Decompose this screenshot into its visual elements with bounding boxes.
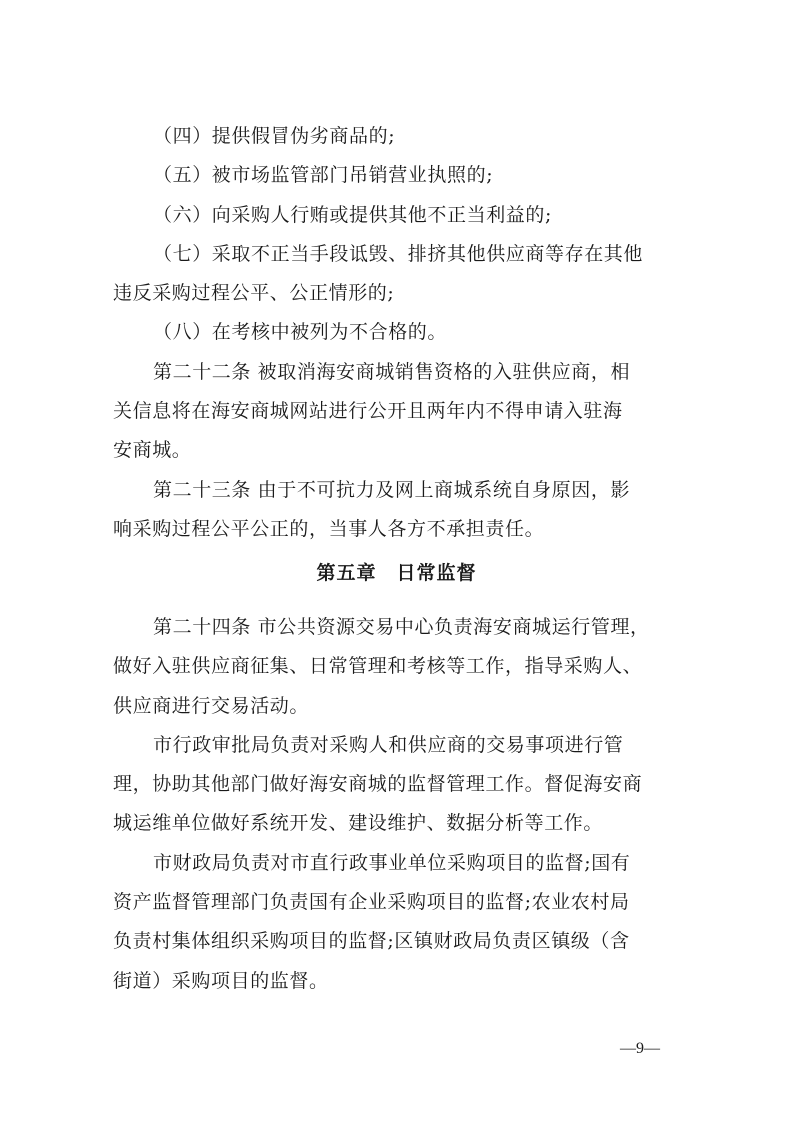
paragraph: [113, 471, 683, 550]
paragraph: [113, 313, 683, 352]
text-line: （七）采取不正当手段诋毁、排挤其他供应商等存在其他: [153, 242, 644, 265]
chapter-heading: [0, 558, 793, 585]
text-line: 违反采购过程公平、公正情形的;: [113, 282, 395, 305]
text-line: 第二十二条 被取消海安商城销售资格的入驻供应商，相: [153, 360, 631, 383]
text-block-bottom: [113, 608, 683, 1001]
text-line: 关信息将在海安商城网站进行公开且两年内不得申请入驻海: [113, 400, 623, 423]
paragraph: [113, 353, 683, 471]
text-line: 安商城。: [113, 439, 192, 462]
text-block-top: [113, 117, 683, 549]
text-line: 负责村集体组织采购项目的监督;区镇财政局负责区镇级（含: [113, 930, 630, 953]
text-line: （五）被市场监管部门吊销营业执照的;: [153, 164, 494, 187]
text-line: 市财政局负责对市直行政事业单位采购项目的监督;国有: [153, 851, 631, 874]
text-line: （六）向采购人行贿或提供其他不正当利益的;: [153, 203, 553, 226]
paragraph: [113, 117, 683, 156]
chapter-title: 日常监督: [396, 562, 477, 584]
paragraph: [113, 844, 683, 1001]
text-line: 响采购过程公平公正的，当事人各方不承担责任。: [113, 517, 545, 540]
text-line: 理，协助其他部门做好海安商城的监督管理工作。督促海安商: [113, 773, 643, 796]
text-line: （八）在考核中被列为不合格的。: [153, 321, 448, 344]
text-line: 第二十四条 市公共资源交易中心负责海安商城运行管理，: [153, 616, 650, 638]
paragraph: [113, 156, 683, 195]
text-line: 供应商进行交易活动。: [113, 694, 310, 717]
text-line: 街道）采购项目的监督。: [113, 969, 329, 992]
paragraph: [113, 196, 683, 235]
text-line: 资产监督管理部门负责国有企业采购项目的监督;农业农村局: [113, 891, 630, 914]
text-line: 市行政审批局负责对采购人和供应商的交易事项进行管: [153, 733, 624, 756]
text-line: （四）提供假冒伪劣商品的;: [153, 125, 396, 147]
paragraph: [113, 608, 683, 726]
paragraph: [113, 235, 683, 314]
text-line: 做好入驻供应商征集、日常管理和考核等工作，指导采购人、: [113, 655, 643, 678]
text-line: 城运维单位做好系统开发、建设维护、数据分析等工作。: [113, 812, 604, 835]
page-number: —9—: [620, 1040, 660, 1057]
text-line: 第二十三条 由于不可抗力及网上商城系统自身原因，影: [153, 478, 631, 501]
paragraph: [113, 726, 683, 844]
chapter-number: 第五章: [316, 562, 377, 584]
